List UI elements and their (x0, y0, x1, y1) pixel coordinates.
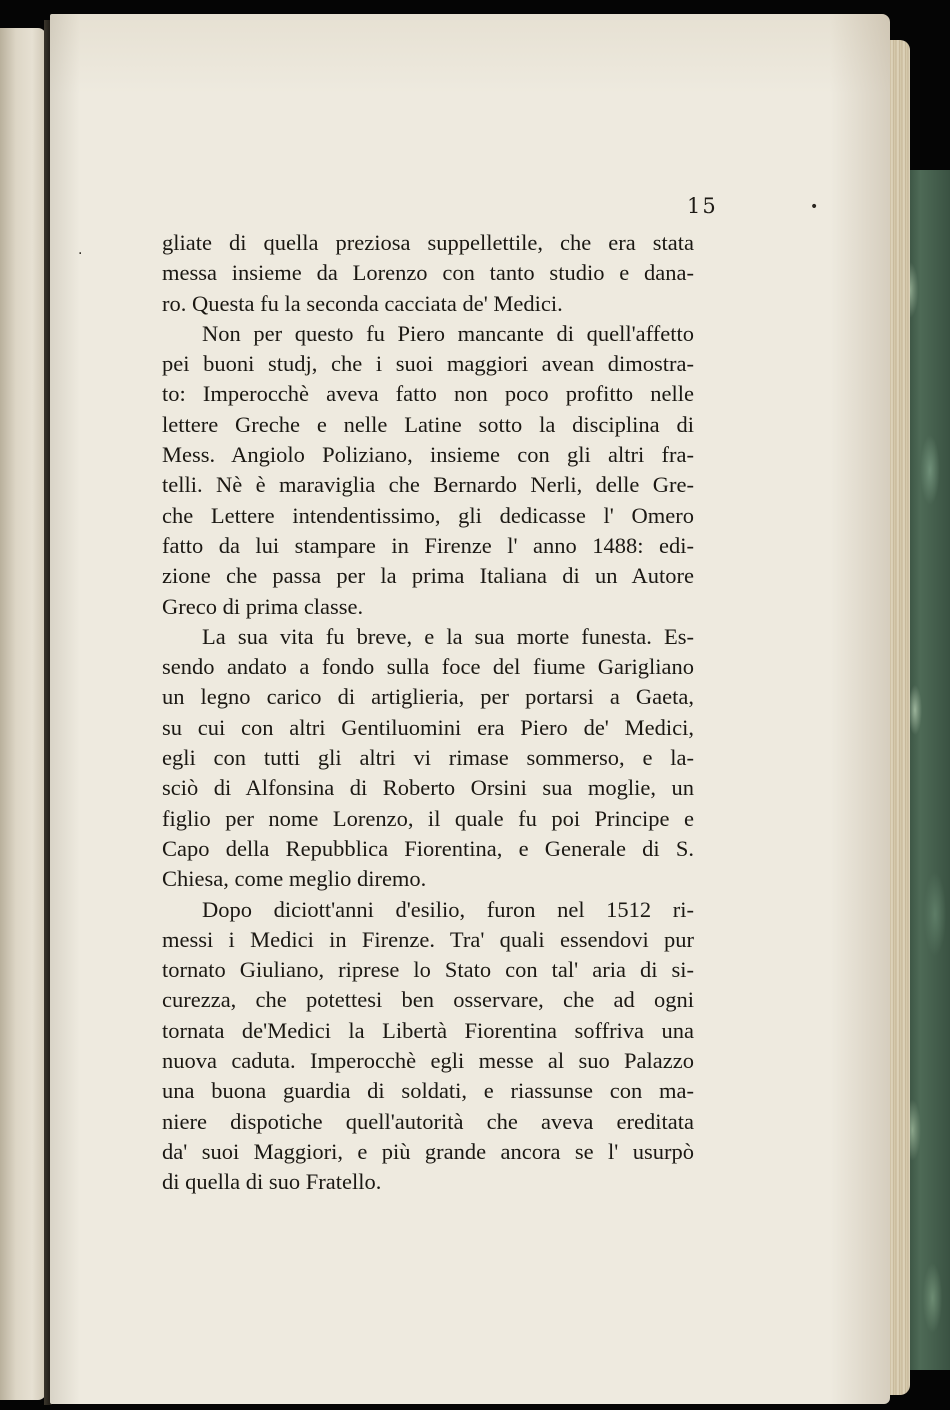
text-line: niere dispotiche quell'autorità che aveva ereditata (162, 1108, 694, 1134)
text-line: zione che passa per la prima Italiana di un Autore (162, 563, 694, 589)
text-line: una buona guardia di soldati, e riassunse con ma- (162, 1078, 694, 1104)
text-line: Non per questo fu Piero mancante di quell'affetto (202, 320, 694, 346)
text-line: sendo andato a fondo sulla foce del fiume Garigliano (162, 654, 694, 680)
text-line: che Lettere intendentissimo, gli dedicasse l' Omero (162, 502, 694, 528)
text-line: La sua vita fu breve, e la sua morte funesta. Es- (202, 623, 694, 649)
text-line: lettere Greche e nelle Latine sotto la disciplina di (162, 411, 694, 437)
page-number: 15 (687, 194, 718, 218)
text-line: messi i Medici in Firenze. Tra' quali essendovi pur (162, 926, 694, 952)
text-line: nuova caduta. Imperocchè egli messe al suo Palazzo (162, 1048, 694, 1074)
text-line: curezza, che potettesi ben osservare, che ad ogni (162, 987, 694, 1013)
facing-page-edge (0, 28, 46, 1400)
text-line: fatto da lui stampare in Firenze l' anno 1488: edi- (162, 532, 694, 558)
stray-ink-mark: · (78, 246, 83, 262)
text-line: egli con tutti gli altri vi rimase sommerso, e la- (162, 745, 694, 771)
text-line: ro. Questa fu la seconda cacciata de' Medici. (162, 290, 563, 316)
text-line: Dopo diciott'anni d'esilio, furon nel 1512 ri- (202, 896, 694, 922)
stray-ink-mark: • (810, 199, 819, 215)
text-line: to: Imperocchè aveva fatto non poco profitto nelle (162, 381, 694, 407)
text-line: Chiesa, come meglio diremo. (162, 866, 427, 892)
text-line: Greco di prima classe. (162, 593, 364, 619)
body-text (162, 228, 694, 1198)
text-line: di quella di suo Fratello. (162, 1169, 382, 1195)
text-line: figlio per nome Lorenzo, il quale fu poi Principe e (162, 805, 694, 831)
text-line: un legno carico di artiglieria, per portarsi a Gaeta, (162, 684, 694, 710)
text-line: Mess. Angiolo Poliziano, insieme con gli altri fra- (162, 442, 694, 468)
text-line: tornato Giuliano, riprese lo Stato con tal' aria di si- (162, 957, 694, 983)
text-line: messa insieme da Lorenzo con tanto studio e dana- (162, 260, 694, 286)
text-line: telli. Nè è maraviglia che Bernardo Nerli, delle Gre- (162, 472, 694, 498)
text-line: gliate di quella preziosa suppellettile, che era stata (162, 230, 694, 255)
text-line: pei buoni studj, che i suoi maggiori avean dimostra- (162, 351, 694, 377)
text-line: tornata de'Medici la Libertà Fiorentina soffriva una (162, 1017, 694, 1043)
text-line: Capo della Repubblica Fiorentina, e Generale di S. (162, 835, 694, 861)
text-line: su cui con altri Gentiluomini era Piero de' Medici, (162, 714, 694, 740)
text-line: sciò di Alfonsina di Roberto Orsini sua moglie, un (162, 775, 694, 801)
book-page (50, 14, 890, 1404)
text-line: da' suoi Maggiori, e più grande ancora se l' usurpò (162, 1138, 694, 1164)
